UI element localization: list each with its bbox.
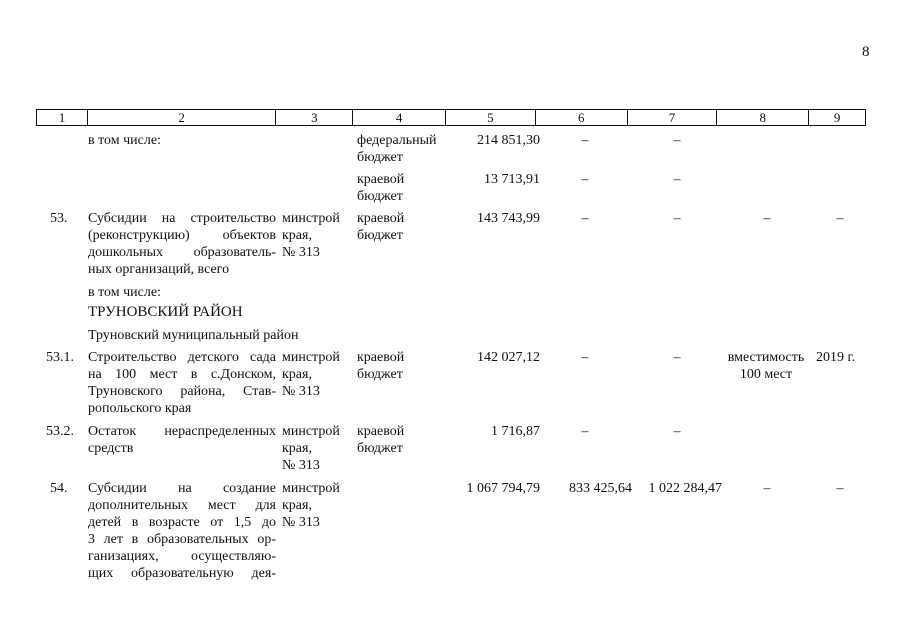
row-53-col6: – [581,211,589,226]
row-54-name: Субсидии на создание дополнительных мест для детей в возрасте от 1,5 до 3 лет в образовательных ор- ганизациях, осуществляю- щих образовательную дея- [88,481,276,581]
row-54-col8: – [763,481,771,496]
row-53-col8: – [763,211,771,226]
header-col-5: 5 [446,110,536,125]
row-54-col6: 833 425,64 [569,481,632,496]
table-header-row [36,109,866,126]
row-53-2-col7: – [673,424,681,439]
row-53-number: 53. [50,211,68,226]
row-53-col5: 143 743,99 [477,211,540,226]
row-54-number: 54. [50,481,68,496]
row-53-2-col5: 1 716,87 [491,424,540,439]
row-sub-fed-amount: 214 851,30 [477,133,540,148]
row-53-1-org: минстрой края, № 313 [282,350,340,399]
row-53-2-source: краевой бюджет [357,424,405,456]
row-53-source: краевой бюджет [357,211,405,243]
header-col-3: 3 [276,110,353,125]
row-sub-kr-amount: 13 713,91 [484,172,540,187]
row-53-1-name: Строительство детского сада на 100 мест в с.Донском, Труновского района, Став- ропольского края [88,350,276,416]
row-53-sub-label: в том числе: [88,285,161,300]
header-col-7: 7 [628,110,718,125]
municipal-district-label: Труновский муниципальный район [88,328,299,343]
row-sub-fed-col7: – [673,133,681,148]
row-sub-fed-col6: – [581,133,589,148]
row-54-col5: 1 067 794,79 [466,481,540,496]
row-53-1-col7: – [673,350,681,365]
row-sub-kr-source: краевой бюджет [357,172,405,204]
row-53-1-number: 53.1. [46,350,74,365]
row-53-1-col5: 142 027,12 [477,350,540,365]
header-col-2: 2 [88,110,277,125]
page-number: 8 [862,44,870,60]
row-53-2-org: минстрой края, № 313 [282,424,340,473]
row-53-col9: – [836,211,844,226]
row-53-name: Субсидии на строительство (реконструкцию) объектов дошкольных образователь- ных организаций, всего [88,211,276,277]
row-53-2-number: 53.2. [46,424,74,439]
row-53-1-source: краевой бюджет [357,350,405,382]
row-53-col7: – [673,211,681,226]
header-col-8: 8 [717,110,809,125]
row-53-1-col8: вместимость 100 мест [727,350,805,382]
header-col-9: 9 [833,110,841,125]
row-53-2-name: Остаток нераспределенных средств [88,424,276,456]
row-sub-kr-col7: – [673,172,681,187]
row-53-1-col9: 2019 г. [816,350,856,365]
row-sub-kr-col6: – [581,172,589,187]
district-heading: ТРУНОВСКИЙ РАЙОН [88,304,243,320]
header-col-1: 1 [37,110,88,125]
row-53-org: минстрой края, № 313 [282,211,340,260]
row-54-col9: – [836,481,844,496]
row-sub-label: в том числе: [88,133,161,148]
row-54-org: минстрой края, № 313 [282,481,340,530]
row-54-col7: 1 022 284,47 [648,481,722,496]
header-col-6: 6 [536,110,628,125]
row-53-2-col6: – [581,424,589,439]
header-col-4: 4 [353,110,446,125]
row-sub-fed-source: федеральный бюджет [357,133,437,165]
row-53-1-col6: – [581,350,589,365]
